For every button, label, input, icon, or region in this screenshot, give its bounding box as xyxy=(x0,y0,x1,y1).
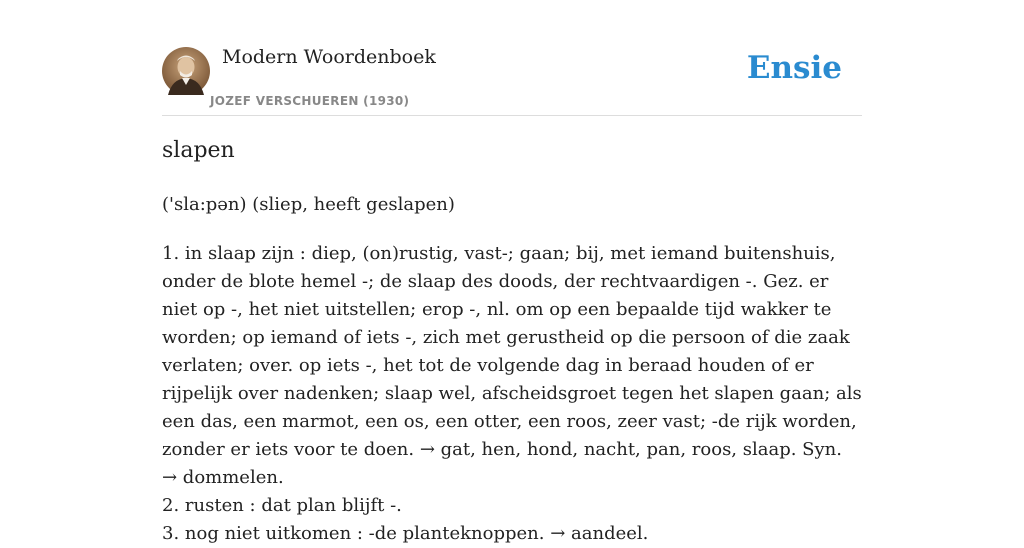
entry-definition xyxy=(162,240,862,548)
definition-sense: 3. nog niet uitkomen : -de planteknoppen. → aandeel. xyxy=(162,523,649,544)
author-avatar[interactable] xyxy=(162,47,210,95)
definition-sense: 2. rusten : dat plan blijft -. xyxy=(162,495,402,516)
definition-sense: 1. in slaap zijn : diep, (on)rustig, vast-; gaan; bij, met iemand buitenshuis, onder de blote hemel -; de slaap des doods, der rechtvaardigen -. Gez. er niet op -, het niet uitstellen; erop -, nl. om op een bepaalde tijd wakker te worden; op iemand of iets -, zich met gerustheid op die persoon of die zaak verlaten; over. op iets -, het tot de volgende dag in beraad houden of er rijpelijk over nadenken; slaap wel, afscheidsgroet tegen het slapen gaan; als een das, een marmot, een os, een otter, een roos, zeer vast; -de rijk worden, zonder er iets voor te doen. → gat, hen, hond, nacht, pan, roos, slaap. Syn. → dommelen. xyxy=(162,243,862,488)
author-portrait-icon xyxy=(162,47,210,95)
ensie-logo-link[interactable]: Ensie xyxy=(746,50,842,86)
header xyxy=(162,44,862,116)
entry-title: slapen xyxy=(162,138,235,163)
entry-pronunciation: ('sla:pən) (sliep, heeft geslapen) xyxy=(162,194,455,215)
dictionary-author: JOZEF VERSCHUEREN (1930) xyxy=(210,94,410,108)
dictionary-title[interactable]: Modern Woordenboek xyxy=(222,46,436,68)
